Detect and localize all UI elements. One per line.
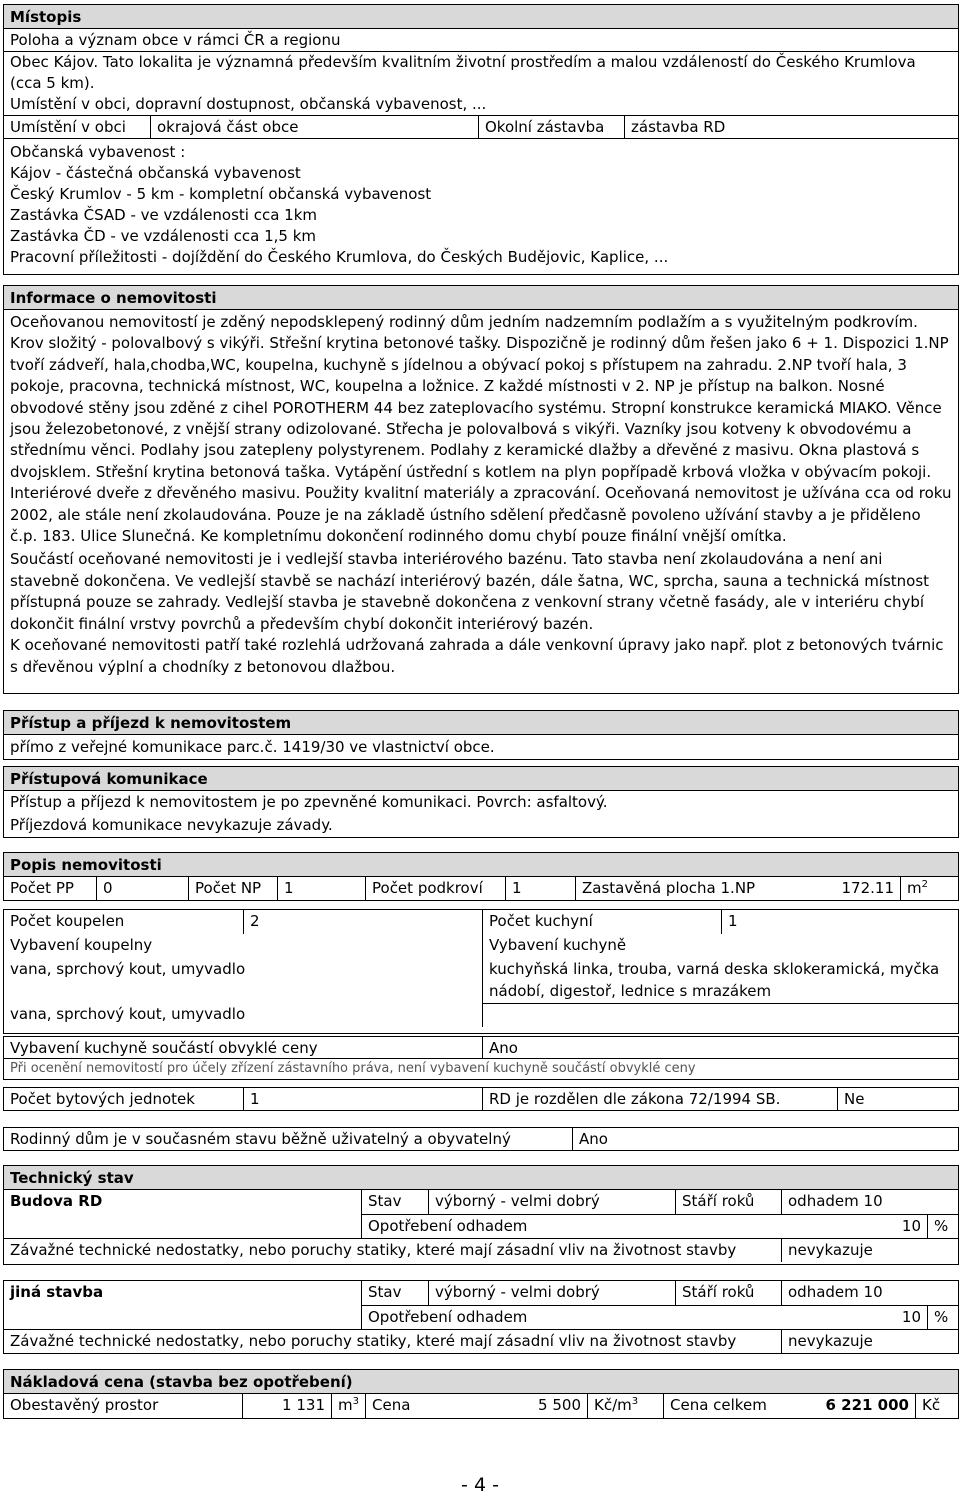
informace-text-3: K oceňované nemovitosti patří také rozlehlá udržovaná zahrada a dále venkovní úpravy jako např. plot z betonových tvárnic s dřevěnou výplní a chodníky z betonovou dlažbou.: [10, 636, 944, 676]
opotrebeni-label: Opotřebení odhadem: [361, 1214, 675, 1238]
section-title: Technický stav: [4, 1166, 958, 1190]
zavady-label: Závažné technické nedostatky, nebo poruchy statiky, které mají zásadní vliv na životnost stavby: [10, 1332, 737, 1350]
section-soucasti: [3, 1036, 959, 1058]
prostor-unit: $m^3$: [331, 1394, 365, 1418]
section-note: [3, 1058, 959, 1080]
kuchyne-item: kuchyňská linka, trouba, varná deska sklokeramická, myčka: [489, 960, 940, 978]
pocet-row: [4, 910, 958, 934]
section-technicky-2: [3, 1280, 959, 1354]
section-mistopis: [3, 4, 959, 275]
section-popis: [3, 852, 959, 901]
section-title: Nákladová cena (stavba bez opotřebení): [4, 1370, 958, 1394]
stari-value: odhadem 10: [781, 1190, 958, 1214]
soucasti-row: [4, 1037, 958, 1059]
stav-row: [4, 1281, 958, 1305]
obcanska-line: Český Krumlov - 5 km - kompletní občanská vybavenost: [10, 185, 432, 203]
opotrebeni-row: [4, 1305, 958, 1329]
subtitle: Poloha a význam obce v rámci ČR a regionu: [4, 29, 958, 52]
zavady-row: [4, 1329, 958, 1353]
uzivatelny-value: Ano: [572, 1128, 958, 1150]
okolni-label: Okolní zástavba: [478, 116, 624, 138]
section-komunikace: [3, 766, 959, 838]
kuchyne-note: Při ocenění nemovitostí pro účely zřízení zástavního práva, není vybavení kuchyně součástí obvyklé ceny: [10, 1061, 696, 1076]
prostor-value: 1 131: [242, 1394, 331, 1418]
location-text-2: (cca 5 km).: [10, 74, 95, 92]
koupelna-item: vana, sprchový kout, umyvadlo: [10, 960, 246, 978]
section-jednotky: [3, 1087, 959, 1111]
empty-cell: [482, 1003, 958, 1027]
section-koupelny: [3, 909, 959, 1034]
empty-cell: [4, 1305, 361, 1329]
section-uzivatelny: [3, 1127, 959, 1151]
podkrovi-value: 1: [505, 877, 575, 901]
umisteni-heading: Umístění v obci, dopravní dostupnost, občanská vybavenost, ...: [10, 95, 487, 113]
section-pristup: [3, 710, 959, 760]
building-name: Budova RD: [10, 1192, 103, 1210]
plocha-value: 172.11: [841, 879, 894, 897]
obcanska-line: Zastávka ČD - ve vzdálenosti cca 1,5 km: [10, 227, 317, 245]
stari-label: Stáří roků: [675, 1281, 781, 1305]
pristup-text: přímo z veřejné komunikace parc.č. 1419/30 ve vlastnictví obce.: [10, 738, 495, 756]
opotrebeni-value: 10: [675, 1214, 927, 1238]
pocet-kuchyni-value: 1: [721, 910, 958, 934]
stav-row: [4, 1190, 958, 1214]
informace-text-2: Součástí oceňované nemovitosti je i vedlejší stavba interiérového bazénu. Tato stavba není zkolaudována a není ani stavebně dokončena. Ve vedlejší stavbě se nachází interiérový bazén, dále šatna, WC, sprcha, sauna a technická místnost přístupná pouze se zahrady. Vedlejší stavba je stavebně dokončena z venkovní strany včetně fasády, ale v interiéru chybí dokončit finální vrstvy povrchů a především chybí dokončit interiérový bazén.: [10, 550, 930, 633]
plocha-unit: $m^2$: [900, 877, 958, 901]
obcanska-line: Pracovní příležitosti - dojíždění do Českého Krumlova, do Českých Budějovic, Kaplice, ...: [10, 248, 669, 266]
opotrebeni-unit: %: [927, 1305, 958, 1329]
informace-text: Oceňovanou nemovitostí je zděný nepodsklepený rodinný dům jedním nadzemním podlažím a s využitelným podkrovím. Krov složitý - polovalbový s vikýři. Střešní krytina betonové tašky. Dispozičně je rodinný dům řešen jako 6 + 1. Dispozici 1.NP tvoří zádveří, hala,chodba,WC, koupelna, kuchyně s jídelnou a obývací pokoj s přístupem na zahradu. 2.NP tvoří hala, 3 pokoje, pracovna, technická místnost, WC, koupelna a ložnice. Z každé místnosti v 2. NP je přístup na balkon. Nosné obvodové stěny jsou zděné z cihel POROTHERM 44 bez zateplovacího systému. Stropní konstrukce keramická MIAKO. Věnce jsou železobetonové, z vnější strany odizolované. Střecha je polovalbová s vikýři. Vazníky jsou kotveny k obvodovému a střednímu věnci. Podlahy jsou zatepleny polystyrenem. Podlahy z keramické dlažby a dřevěné z masivu. Okna plastová s dvojsklem. Střešní krytina betonová taška. Vytápění ústřední s kotlem na plyn popřípadě krbová vložka v obývacím pokoji. Interiérové dveře z dřevěného masivu. Použity kvalitní materiály a zpracování. Oceňovaná nemovitost je užívána cca od roku 2002, ale stále není zkolaudována. Pouze je na základě ústního sdělení předčasně povoleno užívání stavby a je přiděleno č.p. 183. Ulice Slunečná. Ke kompletnímu dokončení rodinného domu chybí pouze finální vnější omítka.: [10, 313, 952, 546]
komunikace-line: Přístup a příjezd k nemovitostem je po zpevněné komunikaci. Povrch: asfaltový.: [10, 793, 608, 811]
zavady-row: [4, 1238, 958, 1262]
section-title: Přístupová komunikace: [4, 767, 958, 791]
podkrovi-label: Počet podkroví: [365, 877, 505, 901]
soucasti-value: Ano: [482, 1037, 958, 1059]
umisteni-value: okrajová část obce: [150, 116, 478, 138]
stav-value: výborný - velmi dobrý: [428, 1190, 675, 1214]
jednotky-label: Počet bytových jednotek: [10, 1090, 195, 1108]
koupelna-2-row: [4, 1003, 958, 1027]
section-informace: [3, 285, 959, 694]
kuchyne-item: nádobí, digestoř, lednice s mrazákem: [489, 982, 772, 1000]
section-title: Místopis: [4, 5, 958, 29]
location-text: Obec Kájov. Tato lokalita je významná především kvalitním životní prostředím a malou vzdáleností do Českého Krumlova: [10, 53, 916, 71]
np-label: Počet NP: [188, 877, 277, 901]
umisteni-row: [4, 115, 958, 139]
section-title: Přístup a příjezd k nemovitostem: [4, 711, 958, 735]
pocet-koupelen-label: Počet koupelen: [10, 912, 125, 930]
vybaveni-koupelny-label: Vybavení koupelny: [10, 936, 153, 954]
celkem-label: Cena celkem: [663, 1394, 781, 1418]
pp-value: 0: [96, 877, 188, 901]
komunikace-line: Příjezdová komunikace nevykazuje závady.: [10, 816, 333, 834]
opotrebeni-row: [4, 1214, 958, 1238]
jednotky-row: [4, 1088, 958, 1110]
uzivatelny-row: [4, 1128, 958, 1150]
prostor-label: Obestavěný prostor: [10, 1396, 159, 1414]
zavady-value: nevykazuje: [781, 1239, 958, 1262]
pocet-kuchyni-label: Počet kuchyní: [482, 910, 721, 934]
cena-unit: $Kč/m^3$: [587, 1394, 663, 1418]
opotrebeni-value: 10: [675, 1305, 927, 1329]
koupelna-item: vana, sprchový kout, umyvadlo: [10, 1005, 246, 1023]
section-title: Popis nemovitosti: [4, 853, 958, 877]
cena-label: Cena: [365, 1394, 453, 1418]
pocet-koupelen-value: 2: [243, 910, 482, 934]
rd-value: Ne: [837, 1088, 958, 1110]
stav-value: výborný - velmi dobrý: [428, 1281, 675, 1305]
section-technicky: [3, 1165, 959, 1265]
stav-label: Stav: [361, 1281, 428, 1305]
jednotky-value: 1: [243, 1088, 482, 1110]
section-title: Informace o nemovitosti: [4, 286, 958, 310]
naklady-row: [4, 1394, 958, 1418]
celkem-value: 6 221 000: [825, 1396, 909, 1414]
empty-cell: [4, 1214, 361, 1238]
umisteni-label: Umístění v obci: [10, 118, 126, 136]
obcanska-line: Zastávka ČSAD - ve vzdálenosti cca 1km: [10, 206, 317, 224]
uzivatelny-label: Rodinný dům je v současném stavu běžně uživatelný a obyvatelný: [10, 1130, 511, 1148]
rd-label: RD je rozdělen dle zákona 72/1994 SB.: [482, 1088, 837, 1110]
obcanska-line: Kájov - částečná občanská vybavenost: [10, 164, 301, 182]
celkem-unit: Kč: [915, 1394, 958, 1418]
page-number: - 4 -: [461, 1474, 499, 1496]
np-value: 1: [277, 877, 365, 901]
popis-row: [4, 877, 958, 901]
opotrebeni-unit: %: [927, 1214, 958, 1238]
vybaveni-row: [4, 958, 958, 1003]
building-name: jiná stavba: [10, 1283, 104, 1301]
zavady-label: Závažné technické nedostatky, nebo poruchy statiky, které mají zásadní vliv na životnost stavby: [10, 1241, 737, 1259]
okolni-value: zástavba RD: [624, 116, 958, 138]
stari-value: odhadem 10: [781, 1281, 958, 1305]
plocha-label: Zastavěná plocha 1.NP: [575, 877, 772, 901]
cena-value: 5 500: [538, 1396, 581, 1414]
stari-label: Stáří roků: [675, 1190, 781, 1214]
vybaveni-kuchyne-label: Vybavení kuchyně: [482, 934, 958, 958]
soucasti-label: Vybavení kuchyně součástí obvyklé ceny: [10, 1039, 318, 1057]
obcanska-label: Občanská vybavenost :: [10, 143, 186, 161]
kuchyne-items: [482, 958, 958, 1003]
zavady-value: nevykazuje: [781, 1330, 958, 1353]
section-naklady: [3, 1369, 959, 1419]
pp-label: Počet PP: [10, 879, 74, 897]
opotrebeni-label: Opotřebení odhadem: [361, 1305, 675, 1329]
vybaveni-label-row: [4, 934, 958, 958]
stav-label: Stav: [361, 1190, 428, 1214]
